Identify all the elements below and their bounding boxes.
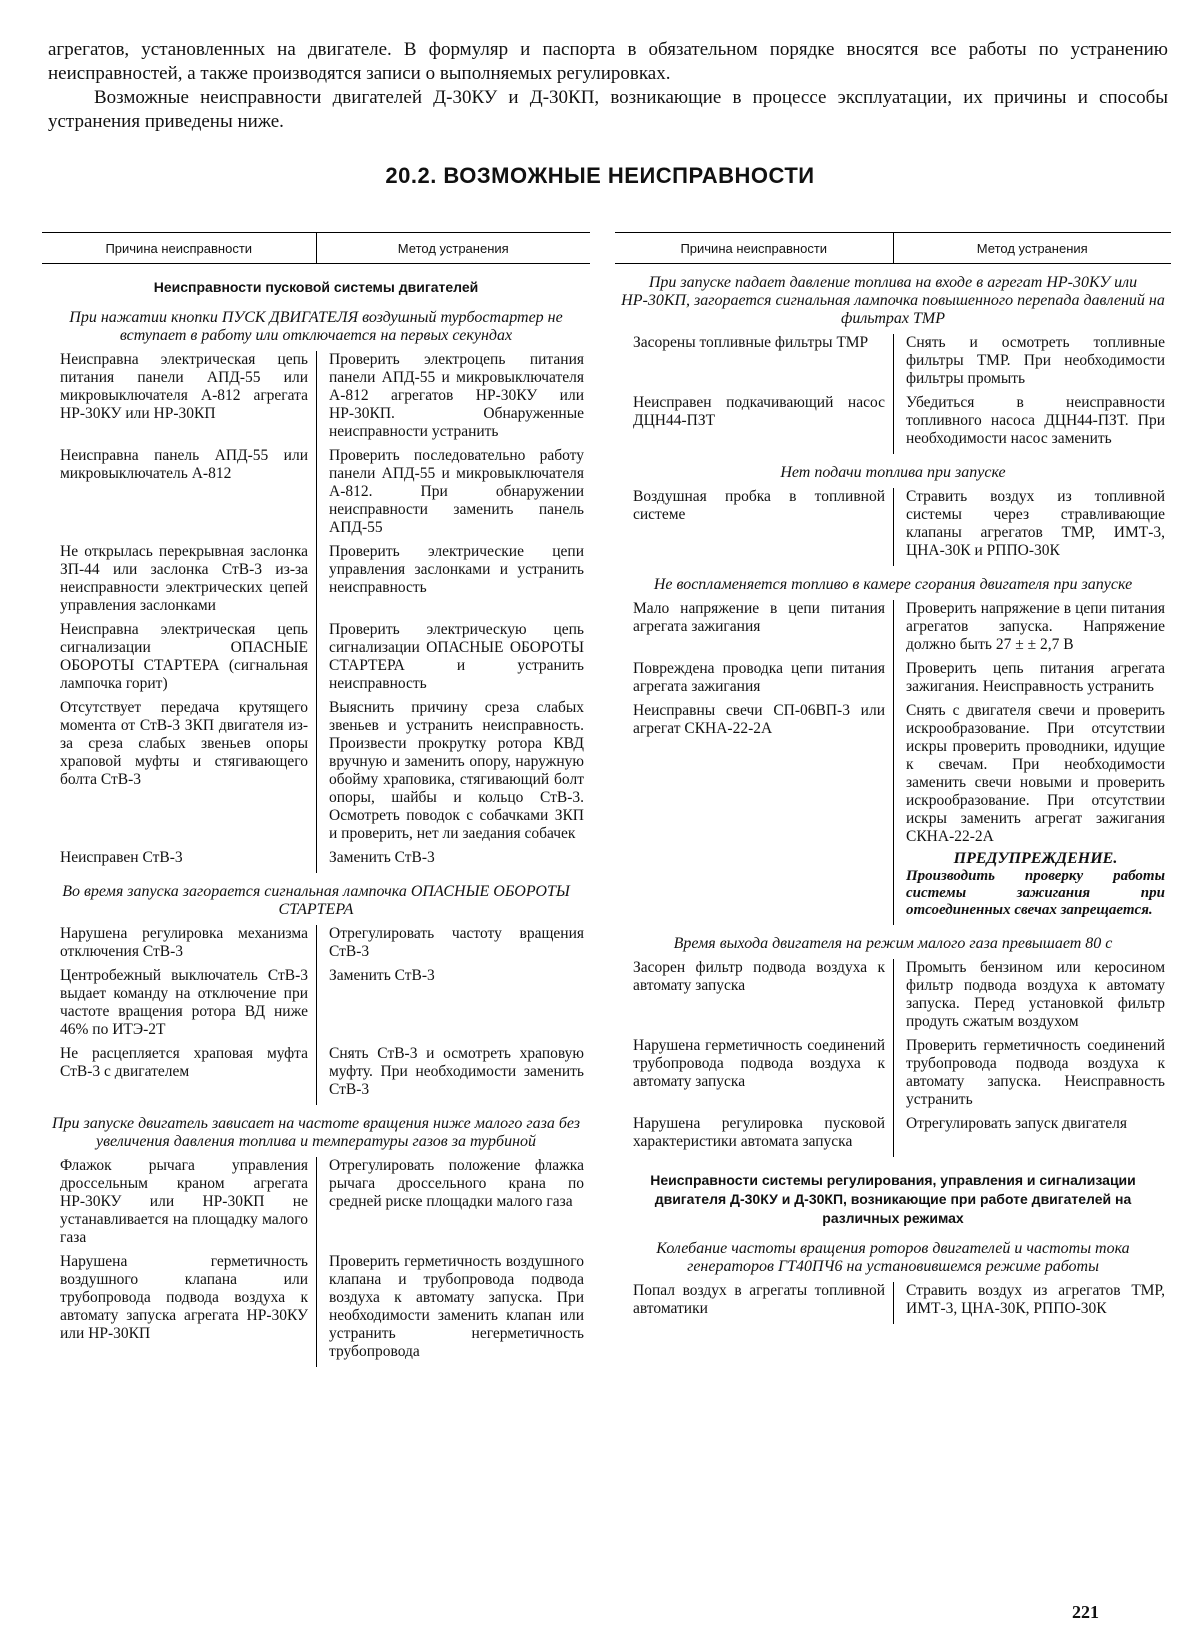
table-row [615,702,1171,925]
method-cell: Стравить воздух из топливной системы через стравливающие клапаны агрегатов ТМР, ИМТ-3, ЦНА-30К и РППО-30К [893,488,1171,566]
method-cell: Выяснить причину среза слабых звеньев и устранить неисправность. Произвести прокрутку ротора КВД вручную и заменить опору, наружную обойму храповика, стягивающий болт опоры, шайбы и кольцо СтВ-3. Осмотреть поводок с собачками ЗКП и проверить, нет ли заедания собачек [316,699,590,849]
cause-cell: Мало напряжение в цепи питания агрегата зажигания [633,600,885,635]
table-row [42,1253,590,1367]
cause-cell: Засорен фильтр подвода воздуха к автомату запуска [633,959,885,994]
method-cell: Проверить электроцепь питания панели АПД-55 и микровыключателя А-812 агрегатов НР-30КУ или НР-30КП. Обнаруженные неисправности устранить [316,351,590,447]
cause-cell: Не открылась перекрывная заслонка ЗП-44 или заслонка СтВ-3 из-за неисправности электрических цепей управления заслонками [60,543,308,614]
cause-cell: Засорены топливные фильтры ТМР [633,334,869,351]
group-title: При запуске двигатель зависает на частоте вращения ниже малого газа без увеличения давления топлива и температуры газов за турбиной [51,1115,581,1150]
method-cell: Отрегулировать положение флажка рычага дроссельного крана по средней риске площадки малого газа [316,1157,590,1253]
table-row [42,1157,590,1253]
header-method: Метод устранения [316,233,591,263]
method-cell: Отрегулировать частоту вращения СтВ-3 [316,925,590,967]
table-row [42,1045,590,1105]
table-row [615,1115,1171,1157]
table-header-right [615,232,1171,264]
method-cell: Снять СтВ-3 и осмотреть храповую муфту. При необходимости заменить СтВ-3 [316,1045,590,1105]
group-title: Не воспламеняется топливо в камере сгорания двигателя при запуске [653,576,1133,593]
warning-text: Производить проверку работы системы зажигания при отсоединенных свечах запрещается. [906,868,1165,918]
cause-cell: Неисправна электрическая цепь сигнализации ОПАСНЫЕ ОБОРОТЫ СТАРТЕРА (сигнальная лампочка горит) [60,621,308,692]
table-row [615,1282,1171,1324]
table-row [615,394,1171,454]
header-method: Метод устранения [893,233,1172,263]
table-row [615,959,1171,1037]
table-row [615,334,1171,394]
cause-cell: Неисправен подкачивающий насос ДЦН44-ПЗТ [633,394,885,429]
table-row [615,488,1171,566]
table-row [42,447,590,543]
cause-cell: Неисправен СтВ-3 [60,849,183,866]
header-cause: Причина неисправности [680,240,828,256]
method-cell: Проверить последовательно работу панели АПД-55 и микровыключателя А-812. При обнаружении неисправности заменить панель АПД-55 [316,447,590,543]
group-title: Время выхода двигателя на режим малого газа превышает 80 с [673,935,1113,952]
right-column [615,232,1171,1324]
intro-text [48,38,1168,134]
method-cell: Снять и осмотреть топливные фильтры ТМР. При необходимости фильтры промыть [893,334,1171,394]
method-cell: Проверить герметичность соединений трубопровода подвода воздуха к автомату запуска. Неисправность устранить [893,1037,1171,1115]
cause-cell: Нарушена регулировка механизма отключения СтВ-3 [60,925,308,960]
cause-cell: Неисправны свечи СП-06ВП-3 или агрегат СКНА-22-2А [633,702,885,737]
group-title: При запуске падает давление топлива на входе в агрегат НР-30КУ или НР-30КП, загорается сигнальная лампочка повышенного перепада давлений на фильтрах ТМР [621,274,1165,327]
left-section-title: Неисправности пусковой системы двигателей [153,279,479,295]
table-row [42,849,590,873]
cause-cell: Нарушена герметичность соединений трубопровода подвода воздуха к автомату запуска [633,1037,885,1090]
group-title: Во время запуска загорается сигнальная лампочка ОПАСНЫЕ ОБОРОТЫ СТАРТЕРА [62,883,570,918]
method-text: Снять с двигателя свечи и проверить искрообразование. При отсутствии искры проверить проводники, идущие к свечам. При необходимости заменить свечи новыми и проверить искрообразование. При отсутствии искры заменить агрегат зажигания СКНА-22-2А [906,702,1165,845]
table-row [42,543,590,621]
cause-cell: Неисправна панель АПД-55 или микровыключатель А-812 [60,447,308,482]
method-cell: Проверить напряжение в цепи питания агрегатов запуска. Напряжение должно быть 27 ± ± 2,7 В [893,600,1171,660]
method-cell: Промыть бензином или керосином фильтр подвода воздуха к автомату запуска. Перед установкой фильтр продуть сжатым воздухом [893,959,1171,1037]
method-cell: Убедиться в неисправности топливного насоса ДЦН44-ПЗТ. При необходимости насос заменить [893,394,1171,454]
method-cell: Заменить СтВ-3 [316,849,590,873]
cause-cell: Не расцепляется храповая муфта СтВ-3 с двигателем [60,1045,308,1080]
table-row [42,699,590,849]
intro-paragraph-2: Возможные неисправности двигателей Д-30КУ и Д-30КП, возникающие в процессе эксплуатации, их причины и способы устранения приведены ниже. [48,87,1168,132]
table-row [615,600,1171,660]
section-heading: 20.2. ВОЗМОЖНЫЕ НЕИСПРАВНОСТИ [385,163,815,188]
method-cell: Стравить воздух из агрегатов ТМР, ИМТ-3, ЦНА-30К, РППО-30К [893,1282,1171,1324]
cause-cell: Воздушная пробка в топливной системе [633,488,885,523]
table-row [615,1037,1171,1115]
intro-paragraph-1: агрегатов, установленных на двигателе. В формуляр и паспорта в обязательном порядке вносятся все работы по устранению неисправностей, а также производятся записи о выполняемых регулировках. [48,39,1168,84]
method-cell: Проверить герметичность воздушного клапана и трубопровода подвода воздуха к автомату запуска. При необходимости заменить клапан или устранить негерметичность трубопровода [316,1253,590,1367]
table-row [615,660,1171,702]
method-cell [893,702,1171,925]
left-column [42,232,590,1367]
cause-cell: Нарушена регулировка пусковой характеристики автомата запуска [633,1115,885,1150]
table-header-left [42,232,590,264]
group-title: При нажатии кнопки ПУСК ДВИГАТЕЛЯ воздушный турбостартер не вступает в работу или отключается на первых секундах [69,309,563,344]
cause-cell: Отсутствует передача крутящего момента от СтВ-3 ЗКП двигателя из-за среза слабых звеньев опоры храповой муфты и стягивающего болта СтВ-3 [60,699,308,788]
method-cell: Проверить цепь питания агрегата зажигания. Неисправность устранить [893,660,1171,702]
group-title: Нет подачи топлива при запуске [780,464,1006,481]
right-section-title: Неисправности системы регулирования, управления и сигнализации двигателя Д-30КУ и Д-30КП, возникающие при работе двигателей на различных режимах [650,1172,1136,1226]
cause-cell: Неисправна электрическая цепь питания панели АПД-55 или микровыключателя А-812 агрегата НР-30КУ или НР-30КП [60,351,308,422]
table-row [42,925,590,967]
page-number: 221 [1072,1602,1099,1622]
cause-cell: Центробежный выключатель СтВ-3 выдает команду на отключение при частоте вращения ротора ВД ниже 46% по ИТЭ-2Т [60,967,308,1038]
method-cell: Проверить электрическую цепь сигнализации ОПАСНЫЕ ОБОРОТЫ СТАРТЕРА и устранить неисправность [316,621,590,699]
method-cell: Отрегулировать запуск двигателя [893,1115,1171,1157]
cause-cell: Флажок рычага управления дроссельным краном агрегата НР-30КУ или НР-30КП не устанавливается на площадку малого газа [60,1157,308,1246]
cause-cell: Нарушена герметичность воздушного клапана или трубопровода подвода воздуха к автомату запуска агрегата НР-30КУ или НР-30КП [60,1253,308,1342]
cause-cell: Попал воздух в агрегаты топливной автоматики [633,1282,885,1317]
method-cell: Заменить СтВ-3 [316,967,590,1045]
header-cause: Причина неисправности [105,240,253,256]
warning-title: ПРЕДУПРЕЖДЕНИЕ. [953,850,1118,867]
method-cell: Проверить электрические цепи управления заслонками и устранить неисправность [316,543,590,621]
table-row [42,351,590,447]
cause-cell: Повреждена проводка цепи питания агрегата зажигания [633,660,885,695]
table-row [42,621,590,699]
group-title: Колебание частоты вращения роторов двигателей и частоты тока генераторов ГТ40ПЧ6 на установившемся режиме работы [656,1240,1130,1275]
table-row [42,967,590,1045]
